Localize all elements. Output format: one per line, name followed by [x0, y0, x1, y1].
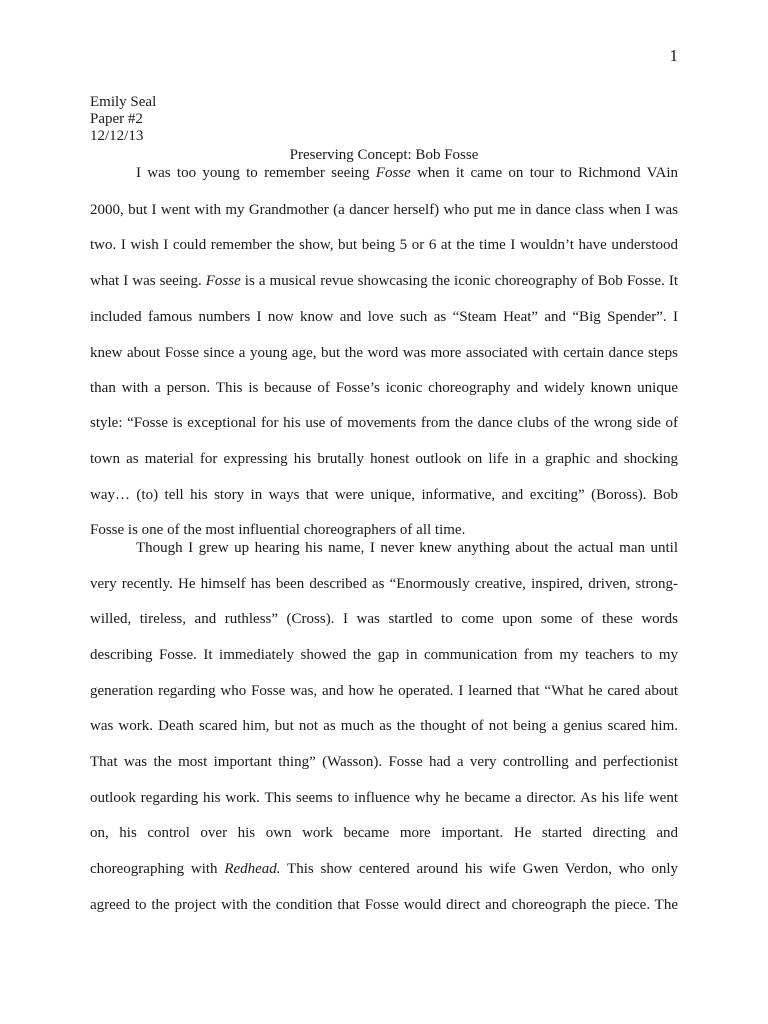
text-line [90, 273, 678, 290]
author-name: Emily Seal [90, 94, 157, 110]
text-line [90, 522, 678, 539]
text-run: knew about Fosse since a young age, but the word was more associated with certain dance steps [90, 345, 678, 361]
text-run: 2000, but I went with my Grandmother (a dancer herself) who put me in dance class when I was [90, 202, 678, 218]
text-line [90, 897, 678, 914]
text-run: was work. Death scared him, but not as much as the thought of not being a genius scared him. [90, 718, 678, 734]
italic-title-text: Fosse [205, 273, 241, 289]
italic-title-text: Fosse [375, 165, 411, 181]
text-run: agreed to the project with the condition that Fosse would direct and choreograph the piece. The [90, 897, 678, 913]
text-run: willed, tireless, and ruthless” (Cross). I was startled to come upon some of these words [90, 611, 678, 627]
text-line [90, 309, 678, 326]
text-run: style: “Fosse is exceptional for his use of movements from the dance clubs of the wrong side of [90, 415, 678, 431]
text-line [90, 683, 678, 700]
text-line [90, 825, 678, 842]
text-run: I was too young to remember seeing [136, 165, 376, 181]
text-run: outlook regarding his work. This seems to influence why he became a director. As his life went [90, 790, 678, 806]
text-line [136, 540, 678, 557]
text-line [90, 718, 678, 735]
document-title: Preserving Concept: Bob Fosse [289, 147, 479, 163]
text-line [90, 202, 678, 219]
text-run: way… (to) tell his story in ways that were unique, informative, and exciting” (Boross). Bob [90, 487, 678, 503]
text-line [90, 611, 678, 628]
text-run: town as material for expressing his brutally honest outlook on life in a graphic and shocking [90, 451, 678, 467]
text-run: describing Fosse. It immediately showed the gap in communication from my teachers to my [90, 647, 678, 663]
text-line [90, 861, 678, 878]
text-run: two. I wish I could remember the show, but being 5 or 6 at the time I wouldn’t have understood [90, 237, 678, 253]
text-run: That was the most important thing” (Wasson). Fosse had a very controlling and perfectionist [90, 754, 678, 770]
text-run: Though I grew up hearing his name, I never knew anything about the actual man until [136, 540, 678, 556]
text-line [90, 790, 678, 807]
text-run: very recently. He himself has been described as “Enormously creative, inspired, driven, strong- [90, 576, 678, 592]
text-run: included famous numbers I now know and love such as “Steam Heat” and “Big Spender”. I [90, 309, 678, 325]
text-line [90, 576, 678, 593]
text-line [136, 165, 678, 182]
text-run: than with a person. This is because of Fosse’s iconic choreography and widely known unique [90, 380, 678, 396]
text-line [90, 487, 678, 504]
text-line [90, 380, 678, 397]
text-line [90, 345, 678, 362]
page-number: 1 [669, 46, 678, 65]
text-run: is a musical revue showcasing the iconic choreography of Bob Fosse. It [240, 273, 678, 289]
paper-label: Paper #2 [90, 111, 143, 127]
text-line [90, 647, 678, 664]
text-run: generation regarding who Fosse was, and how he operated. I learned that “What he cared about [90, 683, 678, 699]
paper-date: 12/12/13 [90, 128, 144, 144]
text-line [90, 237, 678, 254]
text-line [90, 754, 678, 771]
text-run: on, his control over his own work became more important. He started directing and [90, 825, 678, 841]
text-run: This show centered around his wife Gwen Verdon, who only [280, 861, 678, 877]
italic-title-text: Redhead. [224, 861, 281, 877]
text-line [90, 415, 678, 432]
text-run: when it came on tour to Richmond VAin [410, 165, 679, 181]
text-run: Fosse is one of the most influential choreographers of all time. [90, 522, 466, 538]
header-block [90, 94, 156, 145]
text-run: choreographing with [90, 861, 225, 877]
text-run: what I was seeing. [90, 273, 206, 289]
text-line [90, 451, 678, 468]
